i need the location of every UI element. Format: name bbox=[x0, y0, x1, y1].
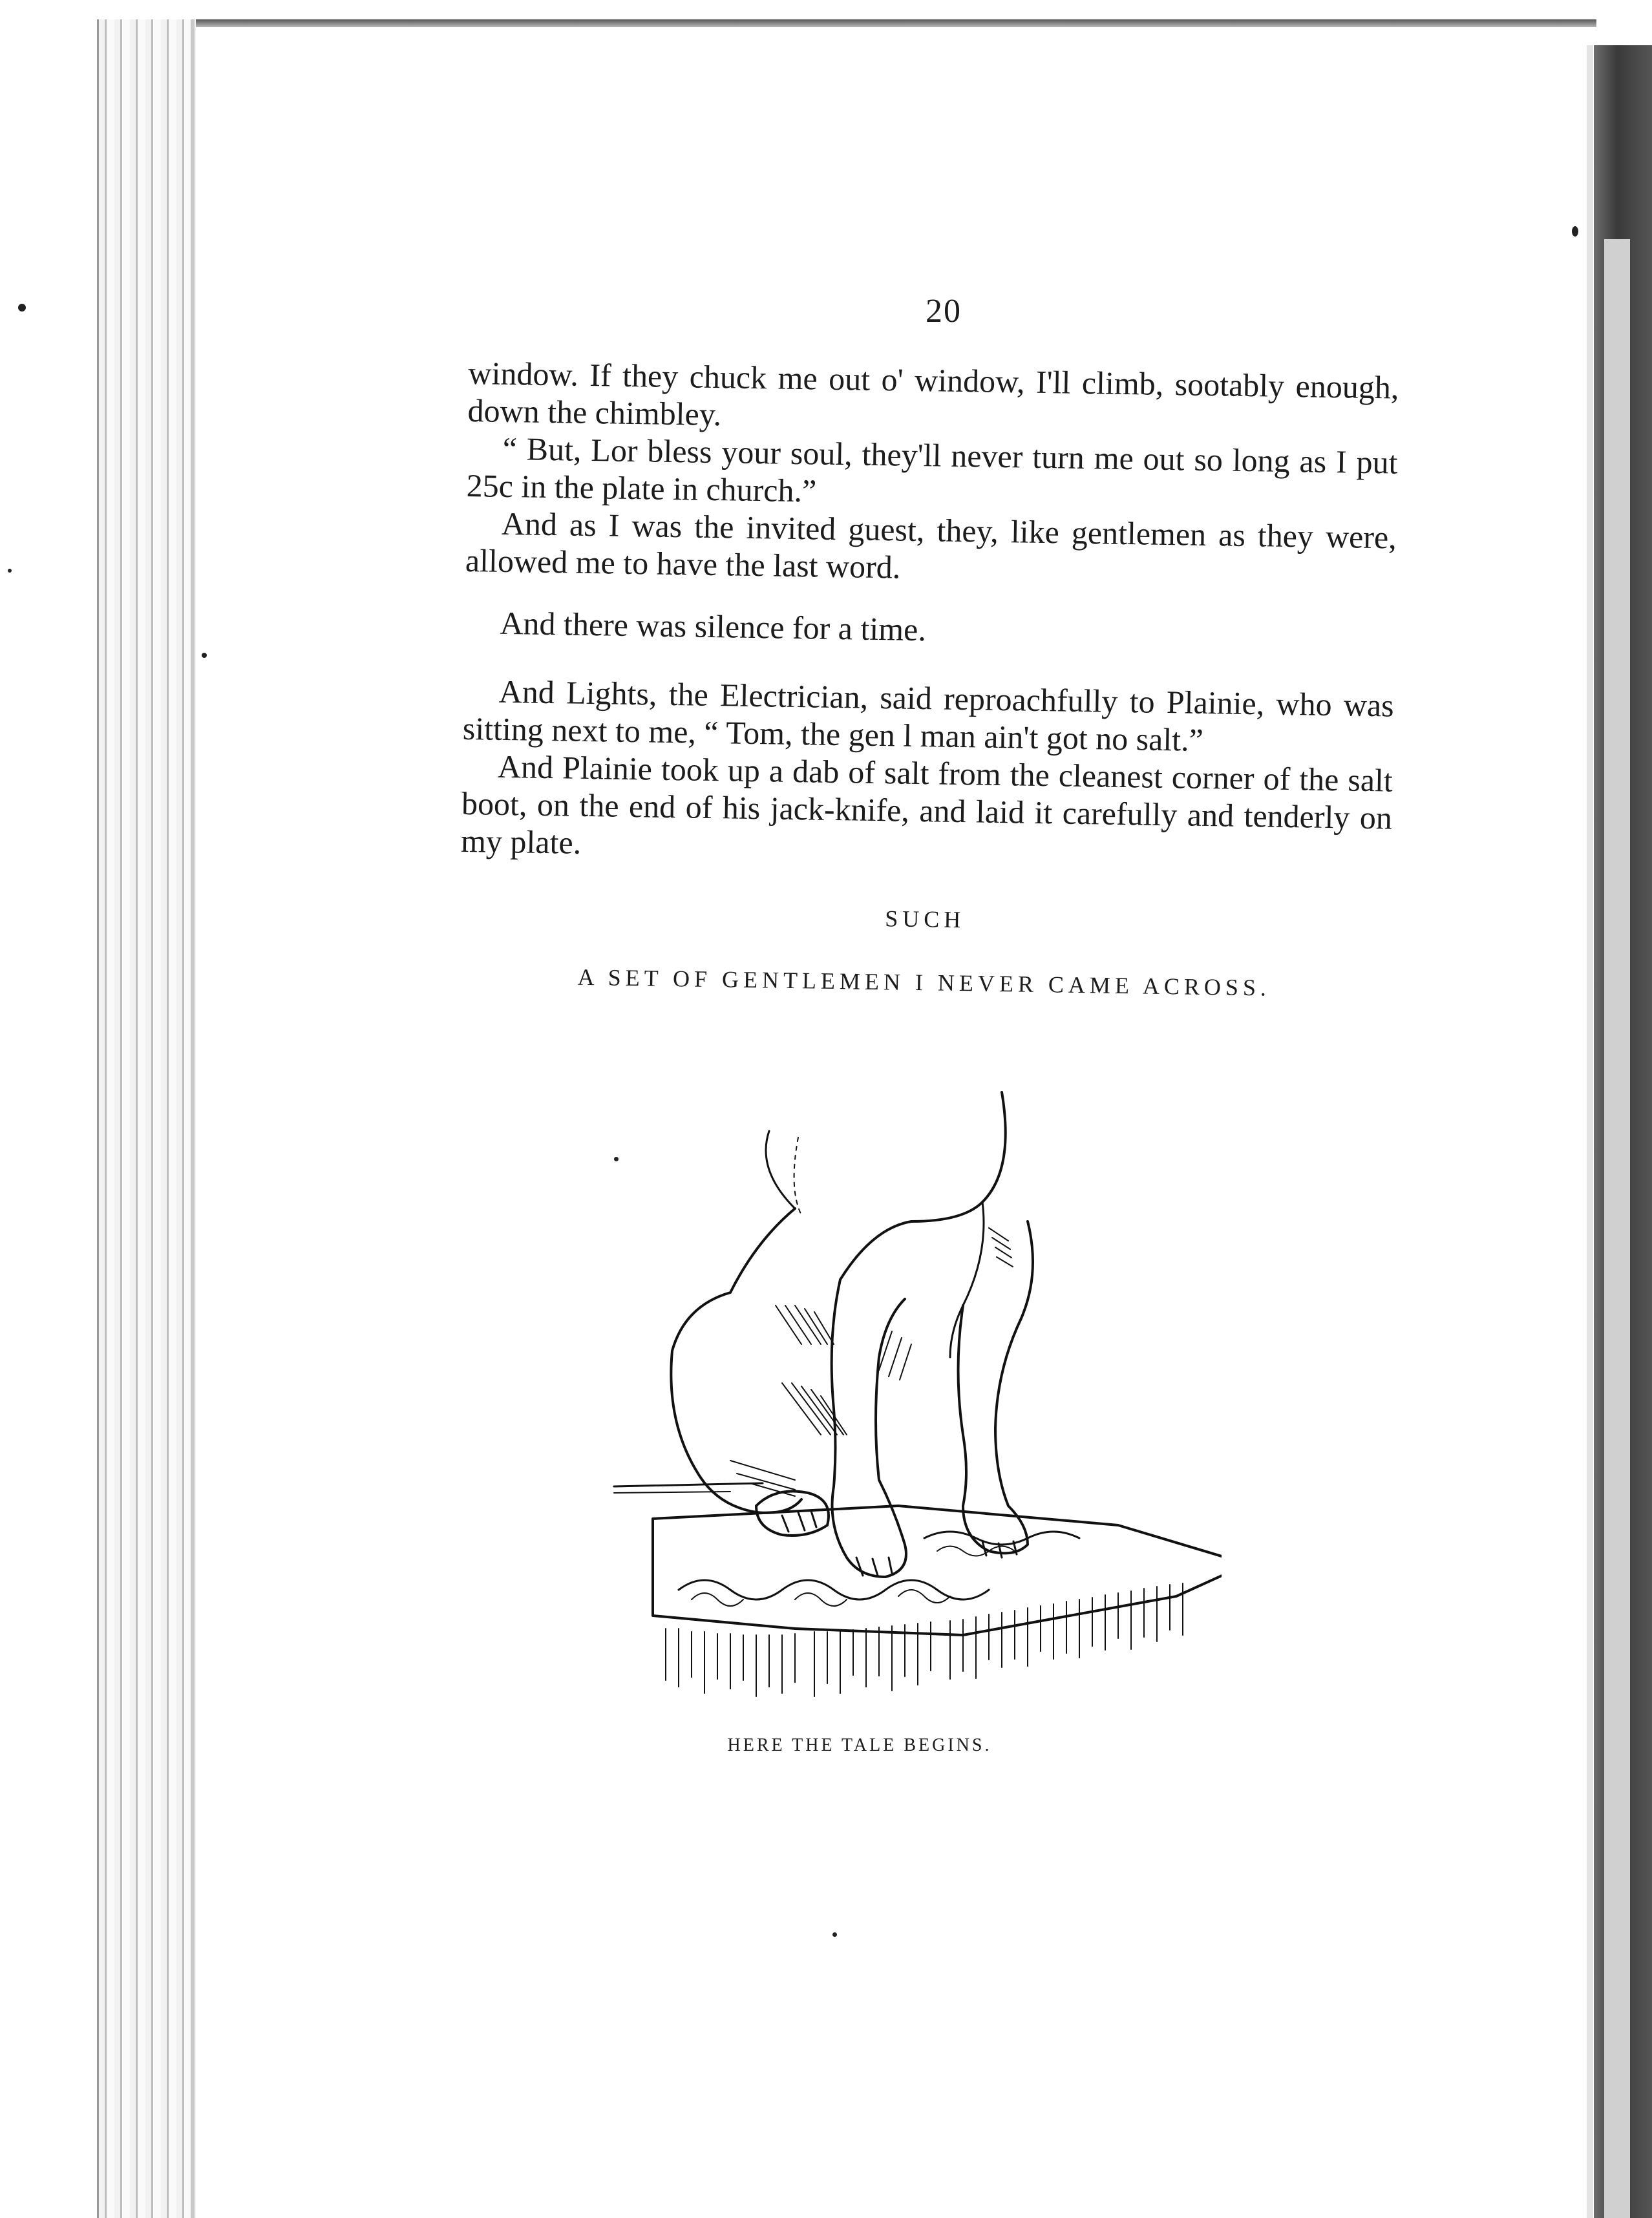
paragraph: And Lights, the Electrician, said reproachfully to Plainie, who was sitting next to me, “ Tom, the gen l man ain't got no salt.” bbox=[462, 673, 1395, 758]
scan-speck bbox=[1572, 226, 1578, 237]
scan-speck bbox=[8, 569, 12, 573]
dog-haunch bbox=[671, 1209, 801, 1513]
paragraph: And Plainie took up a dab of salt from the cleanest corner of the salt boot, on the end of his jack-knife, and laid it carefully and tenderly on my plate. bbox=[460, 748, 1393, 861]
rug-pattern bbox=[679, 1580, 989, 1600]
scan-speck bbox=[832, 1932, 837, 1937]
page-edge-right bbox=[1587, 45, 1593, 2218]
such-heading: SUCH bbox=[885, 905, 966, 933]
page-edge-left bbox=[97, 19, 196, 2218]
page-number: 20 bbox=[926, 293, 962, 330]
illustration-caption: HERE THE TALE BEGINS. bbox=[727, 1735, 992, 1755]
page-edge-left-inner bbox=[191, 19, 195, 2218]
rug-outline bbox=[653, 1506, 1222, 1635]
paragraph: “ But, Lor bless your soul, they'll never turn me out so long as I put 25c in the plate in church.” bbox=[466, 430, 1398, 509]
scan-top-edge bbox=[129, 19, 1596, 27]
gentlemen-heading: A SET OF GENTLEMEN I NEVER CAME ACROSS. bbox=[577, 964, 1271, 1001]
binding-light bbox=[1604, 239, 1630, 2218]
dog-front-leg bbox=[958, 1221, 1033, 1553]
scan-speck bbox=[202, 653, 207, 658]
dog-legs-illustration bbox=[601, 1060, 1222, 1706]
body-text bbox=[458, 354, 1399, 1008]
paragraph: And there was silence for a time. bbox=[500, 604, 927, 648]
paragraph: window. If they chuck me out o' window, I'll climb, sootably enough, down the chimbley. bbox=[467, 354, 1399, 433]
scan-speck bbox=[18, 304, 26, 312]
paragraph: And as I was the invited guest, they, like gentlemen as they were, allowed me to have the last word. bbox=[465, 505, 1397, 586]
